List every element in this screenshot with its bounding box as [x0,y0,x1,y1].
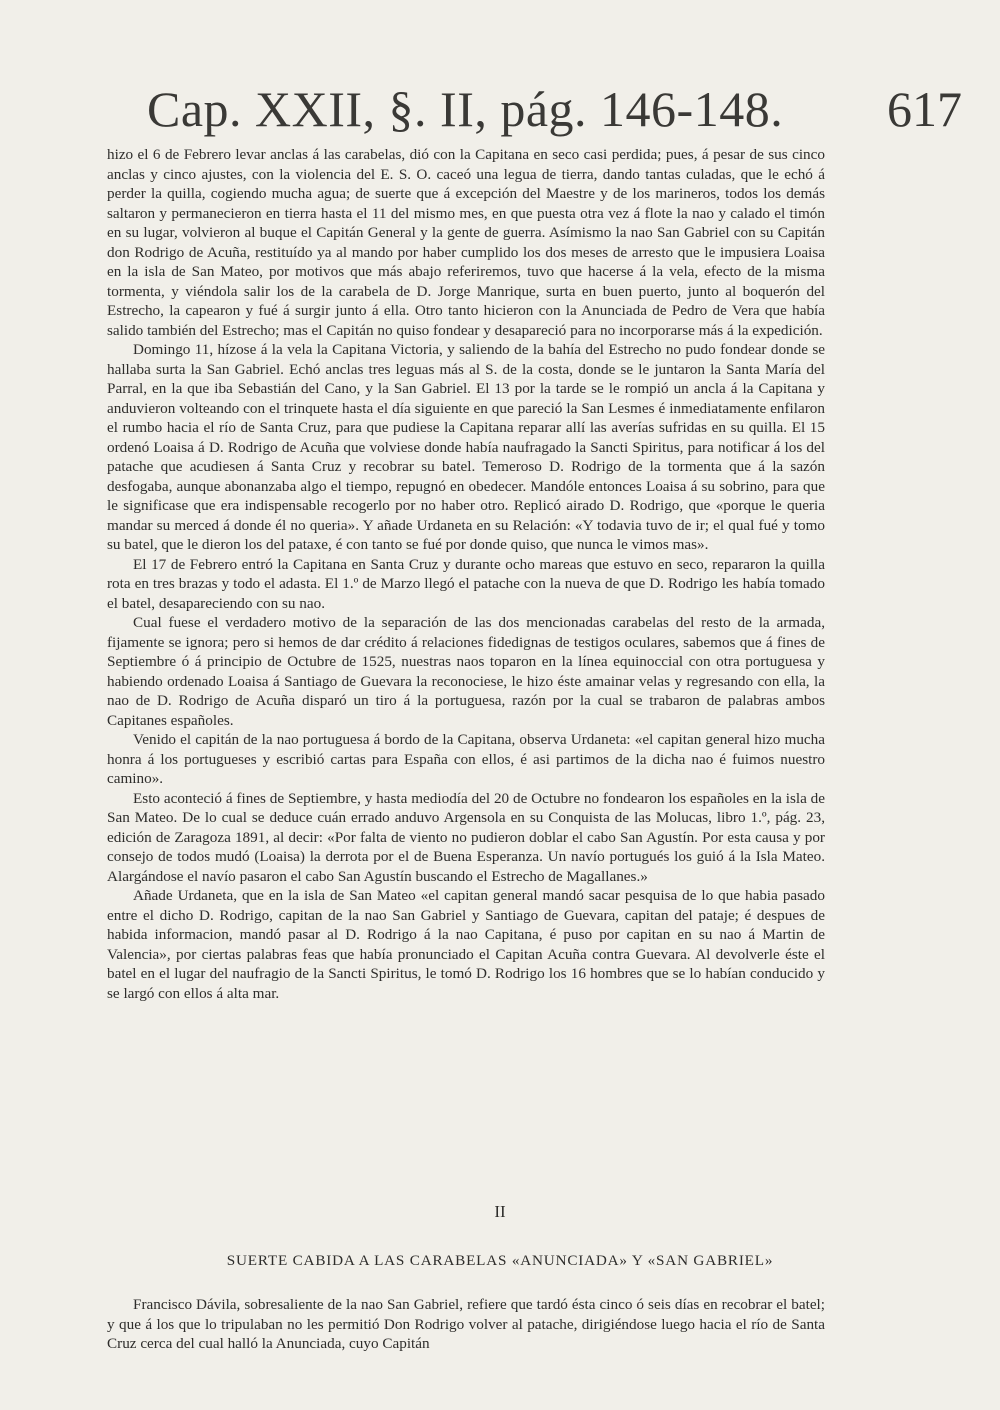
paragraph: hizo el 6 de Febrero levar anclas á las carabelas, dió con la Capitana en seco casi perdida; pues, á pesar de sus cinco anclas y cinco ajustes, con la violencia del E. S. O. caceó una legua de tierra, dando tantas culadas, que le echó á perder la quilla, cogiendo mucha agua; de suerte que á excepción del Maestre y de los marineros, todos los demás saltaron y permanecieron en tierra hasta el 11 del mismo mes, en que puesta otra vez á flote la nao y calado el timón en su lugar, volvieron al buque el Capitán General y la gente de guerra. Asímismo la nao San Gabriel con su Capitán don Rodrigo de Acuña, restituído ya al mando por haber cumplido los dos meses de arresto que le impusiera Loaisa en la isla de San Mateo, por motivos que más abajo referiremos, tuvo que hacerse á la vela, efecto de la misma tormenta, y viéndola salir los de la carabela de D. Jorge Manrique, surta en buen puerto, junto al boquerón del Estrecho, la capearon y fué á surgir junto á ella. Otro tanto hicieron con la Anunciada de Pedro de Vera que había salido también del Estrecho; mas el Capitán no quiso fondear y desapareció para no incorporarse más á la expedición. [107,146,825,339]
paragraph: Francisco Dávila, sobresaliente de la nao San Gabriel, refiere que tardó ésta cinco ó seis días en recobrar el batel; y que á los que lo tripulaban no les permitió Don Rodrigo volver al patache, dirigiéndose luego hacia el río de Santa Cruz cerca del cual halló la Anunciada, cuyo Capitán [107,1296,825,1352]
section-text [107,1295,825,1354]
page-header [0,80,1000,150]
page-number: 617 [887,81,962,137]
paragraph: Venido el capitán de la nao portuguesa á bordo de la Capitana, observa Urdaneta: «el capitan general hizo mucha honra á los portugueses y escribió cartas para España con ellos, é asi partimos de la dicha nao é fuimos nuestro camino». [107,731,825,787]
paragraph: Domingo 11, hízose á la vela la Capitana Victoria, y saliendo de la bahía del Estrecho no pudo fondear donde se hallaba surta la San Gabriel. Echó anclas tres leguas más al S. de la costa, donde se le juntaron la Santa María del Parral, en la que iba Sebastián del Cano, y la San Gabriel. El 13 por la tarde se le rompió un ancla á la Capitana y anduvieron volteando con el trinquete hasta el día siguiente en que pareció la San Lesmes é inmediatamente enfilaron el rumbo hacia el río de Santa Cruz, para que pudiese la Capitana reparar allí las averías sufridas en su quilla. El 15 ordenó Loaisa á D. Rodrigo de Acuña que volviese donde había naufragado la Sancti Spiritus, para notificar á los del patache que acudiesen á Santa Cruz y recobrar su batel. Temeroso D. Rodrigo de la tormenta que á la sazón desfogaba, aunque abonanzaba algo el tiempo, repugnó en obedecer. Mandóle entonces Loaisa á su sobrino, para que le significase que era indispensable recogerlo por no haber otro. Replicó airado D. Rodrigo, que «porque le queria mandar su merced á donde él no queria». Y añade Urdaneta en su Relación: «Y todavia tuvo de ir; el qual fué y tomo su batel, que le dieron los del pataxe, é con tanto se fué por donde quiso, que nunca le vimos mas». [107,341,825,553]
section-numeral: II [494,1202,506,1221]
paragraph: Esto aconteció á fines de Septiembre, y hasta mediodía del 20 de Octubre no fondearon los españoles en la isla de San Mateo. De lo cual se deduce cuán errado anduvo Argensola en su Conquista de las Molucas, libro 1.º, pág. 23, edición de Zaragoza 1891, al decir: «Por falta de viento no pudieron doblar el cabo San Agustín. Por esta causa y por consejo de todos mudó (Loaisa) la derrota por el de Buena Esperanza. Un navío portugués los guió á la Isla Mateo. Alargándose el navío pasaron el cabo San Agustín buscando el Estrecho de Magallanes.» [107,789,825,885]
section-title: SUERTE CABIDA A LAS CARABELAS «ANUNCIADA» Y «SAN GABRIEL» [226,1252,774,1269]
paragraph: El 17 de Febrero entró la Capitana en Santa Cruz y durante ocho mareas que estuvo en seco, repararon la quilla rota en tres brazas y todo el adasta. El 1.º de Marzo llegó el patache con la nueva de que D. Rodrigo les había tomado el batel, desapareciendo con su nao. [107,555,825,612]
main-text [107,145,825,1003]
paragraph: Añade Urdaneta, que en la isla de San Mateo «el capitan general mandó sacar pesquisa de lo que habia pasado entre el dicho D. Rodrigo, capitan de la nao San Gabriel y Santiago de Guevara, capitan del pataje; é despues de habida informacion, mandó pasar al D. Rodrigo á la nao Capitana, é puso por capitan en su nao á Martin de Valencia», por ciertas palabras feas que había pronunciado el Capitan Acuña contra Guevara. Al devolverle éste el batel en el lugar del naufragio de la Sancti Spiritus, le tomó D. Rodrigo los 16 hombres que se lo habían conducido y se largó con ellos á alta mar. [107,887,825,1002]
paragraph: Cual fuese el verdadero motivo de la separación de las dos mencionadas carabelas del resto de la armada, fijamente se ignora; pero si hemos de dar crédito á relaciones fidedignas de testigos oculares, sabemos que á fines de Septiembre ó á principio de Octubre de 1525, nuestras naos toparon en la línea equinoccial con otra portuguesa y habiendo ordenado Loaisa á Santiago de Guevara la reconociese, le hizo éste amainar velas y regresando con ella, la nao de D. Rodrigo de Acuña disparó un tiro á la portuguesa, razón por la cual se trabaron de palabras ambos Capitanes españoles. [107,614,825,729]
running-head: Cap. XXII, §. II, pág. 146-148. [147,81,784,137]
